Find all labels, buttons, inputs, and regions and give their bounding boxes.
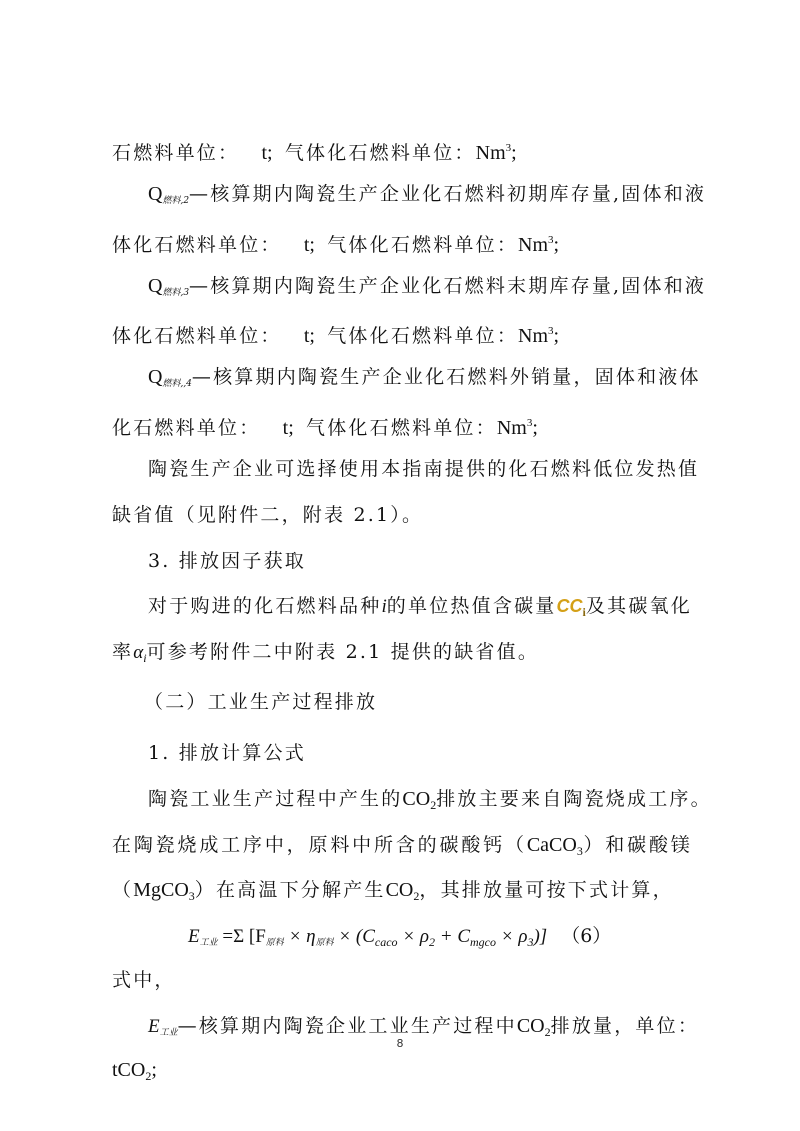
formula-part: × ρ: [496, 926, 528, 947]
text: 气体化石燃料单位：: [327, 234, 519, 256]
text: （: [112, 879, 134, 901]
heading-text: 1. 排放计算公式: [148, 742, 306, 764]
formula-part: )]: [533, 926, 548, 947]
subscript: 2: [430, 798, 437, 812]
symbol-q: Q: [148, 366, 163, 388]
unit-nm: Nm: [518, 325, 549, 347]
definition-text: —核算期内陶瓷企业工业生产过程中: [177, 1015, 517, 1037]
formula-part: × η: [283, 926, 316, 947]
symbol-q: Q: [148, 275, 163, 297]
punct: ;: [511, 142, 517, 164]
unit-nm: Nm: [496, 417, 527, 439]
chem-co2: CO: [385, 879, 414, 901]
chem-co2: CO: [516, 1015, 545, 1037]
paragraph-industrial-line3: [112, 878, 692, 908]
paragraph-default-values-line1: [148, 457, 700, 481]
text: 排放量，单位：: [550, 1015, 700, 1037]
text: 率: [112, 641, 134, 663]
text: 对于购进的化石燃料品种: [148, 595, 382, 617]
text: 石燃料单位：: [112, 142, 240, 164]
paragraph-default-values-line2: [112, 503, 692, 527]
unit-line-q2: [112, 228, 692, 257]
paragraph-industrial-line2: [112, 833, 692, 863]
unit-t: t;: [303, 234, 315, 256]
heading-emission-factor: [148, 549, 692, 573]
punct: ;: [532, 417, 538, 439]
subscript: mgco: [470, 935, 497, 949]
unit-line-q1-continuation: [112, 136, 692, 165]
text: 可参考附件二中附表 2.1 提供的缺省值。: [146, 641, 540, 663]
unit-tco2: tCO: [112, 1059, 146, 1081]
subscript: 3: [527, 935, 534, 949]
subscript: 2: [544, 1025, 551, 1039]
text: 排放主要来自陶瓷烧成工序。: [436, 788, 712, 810]
subscript: 3: [576, 844, 583, 858]
symbol-alpha: α: [133, 642, 144, 663]
text: 气体化石燃料单位：: [284, 142, 476, 164]
paragraph-factor-line1: [148, 594, 692, 624]
symbol-cc-image: [556, 596, 586, 619]
text: 的单位热值含碳量: [386, 595, 557, 617]
subscript: 燃料,,4: [162, 379, 192, 389]
text: 缺省值（见附件二，附表 2.1）。: [112, 504, 424, 526]
symbol-q: Q: [148, 183, 163, 205]
unit-nm: Nm: [518, 234, 549, 256]
text: 化石燃料单位：: [112, 417, 261, 439]
subscript: i: [143, 651, 147, 665]
paragraph-industrial-line1: [148, 787, 712, 817]
unit-t: t;: [282, 417, 294, 439]
paragraph-factor-line2: [112, 640, 692, 670]
definition-q-fuel-4: [148, 365, 701, 396]
equation-number: （6）: [561, 925, 612, 947]
subscript: 工业: [159, 1028, 178, 1038]
formula-6: [188, 924, 611, 954]
symbol-e: E: [188, 926, 200, 947]
subscript: 原料: [265, 937, 284, 947]
text: 在陶瓷烧成工序中，原料中所含的碳酸钙（: [112, 834, 527, 856]
section-heading-industrial-process: [144, 690, 724, 714]
superscript: 3: [505, 142, 512, 154]
subscript: 2: [413, 889, 420, 903]
superscript: 3: [526, 417, 533, 429]
unit-line-q3: [112, 319, 692, 348]
text: 气体化石燃料单位：: [306, 417, 497, 439]
superscript: 3: [548, 325, 554, 337]
subscript: 3: [188, 889, 195, 903]
unit-t: t;: [303, 325, 315, 347]
text: 体化石燃料单位：: [112, 325, 282, 347]
definition-text: —核算期内陶瓷生产企业化石燃料末期库存量,固体和液: [189, 275, 707, 297]
formula-part: × ρ: [397, 926, 430, 947]
heading-text: （二）工业生产过程排放: [144, 691, 378, 713]
formula-part: + C: [435, 926, 471, 947]
subscript: 燃料,2: [162, 196, 190, 206]
text: 气体化石燃料单位：: [327, 325, 519, 347]
text: ）和碳酸镁: [582, 834, 692, 856]
page-number: 8: [396, 1037, 404, 1050]
unit-t: t;: [261, 142, 273, 164]
text: 陶瓷工业生产过程中产生的: [148, 788, 403, 810]
unit-line-q4: [112, 411, 692, 440]
chem-co2: CO: [402, 788, 431, 810]
symbol-i: i: [381, 596, 387, 617]
subscript: 燃料,3: [162, 288, 190, 298]
subscript: 原料: [315, 937, 334, 947]
definition-q-fuel-2: [148, 182, 707, 213]
unit-nm: Nm: [475, 142, 506, 164]
subscript: 2: [429, 935, 436, 949]
unit-line-e-industrial: [112, 1058, 692, 1088]
chem-caco3: CaCO: [526, 834, 577, 856]
punct: ;: [151, 1059, 157, 1081]
text: ，其排放量可按下式计算，: [419, 879, 674, 901]
definition-text: —核算期内陶瓷生产企业化石燃料初期库存量,固体和液: [189, 183, 707, 205]
subscript: i: [582, 605, 586, 619]
subscript: caco: [374, 935, 398, 949]
heading-calculation-formula: [148, 741, 692, 765]
punct: ;: [553, 234, 560, 256]
text: 式中，: [112, 969, 176, 991]
text: 体化石燃料单位：: [112, 234, 282, 256]
definition-text: —核算期内陶瓷生产企业化石燃料外销量，固体和液体: [191, 366, 701, 388]
text: 陶瓷生产企业可选择使用本指南提供的化石燃料低位发热值: [148, 458, 700, 480]
symbol-e: E: [148, 1016, 160, 1037]
text: ）在高温下分解产生: [194, 879, 386, 901]
formula-part: =Σ [F: [217, 926, 266, 947]
punct: ;: [553, 325, 560, 347]
subscript: 2: [145, 1069, 152, 1083]
symbol-cc: CC: [556, 596, 583, 616]
subscript: 工业: [199, 937, 218, 947]
formula-part: × (C: [333, 926, 375, 947]
superscript: 3: [548, 234, 554, 246]
chem-mgco3: MgCO: [133, 879, 189, 901]
definition-q-fuel-3: [148, 274, 707, 305]
text: 及其碳氧化: [585, 595, 693, 617]
heading-text: 3. 排放因子获取: [148, 550, 306, 572]
where-label: [112, 968, 692, 992]
